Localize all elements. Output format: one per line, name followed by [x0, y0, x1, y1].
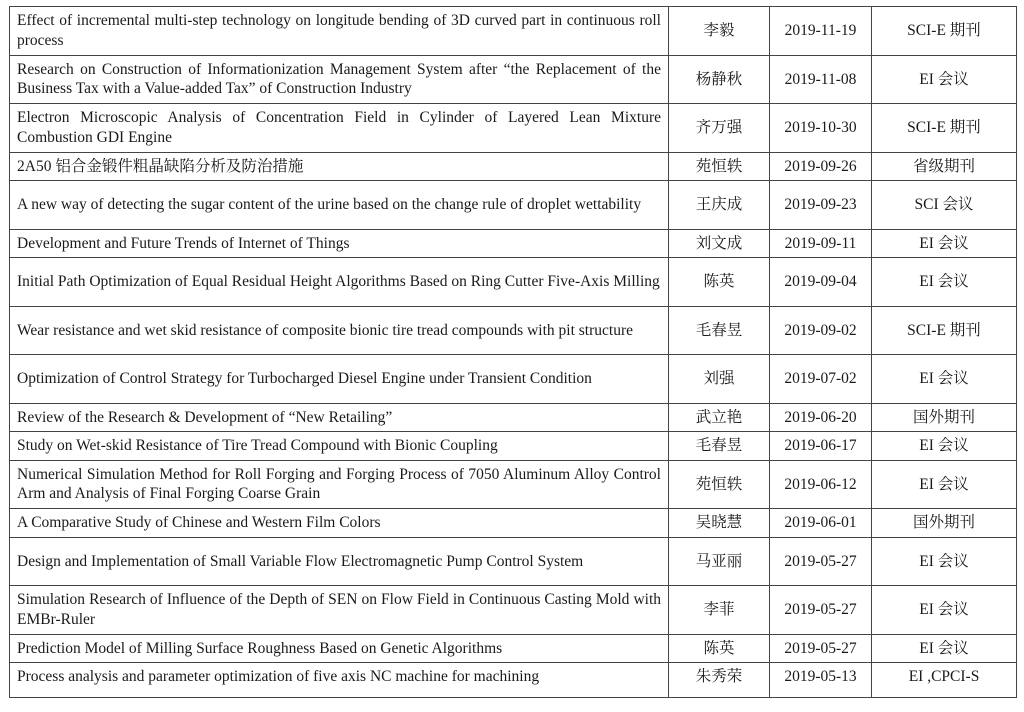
date-cell: 2019-05-13 — [770, 663, 872, 698]
publication-type-cell: EI 会议 — [872, 355, 1017, 404]
date-cell: 2019-10-30 — [770, 104, 872, 153]
paper-title-cell: Effect of incremental multi-step technology on longitude bending of 3D curved part in continuous roll process — [10, 7, 669, 56]
date-cell: 2019-09-26 — [770, 152, 872, 181]
date-cell: 2019-09-23 — [770, 181, 872, 230]
table-row — [10, 432, 1017, 461]
paper-title-cell: Review of the Research & Development of “New Retailing” — [10, 403, 669, 432]
date-cell: 2019-06-17 — [770, 432, 872, 461]
author-cell: 李菲 — [669, 586, 770, 635]
publication-type-cell: SCI-E 期刊 — [872, 306, 1017, 355]
publication-type-cell: EI 会议 — [872, 55, 1017, 104]
date-cell: 2019-07-02 — [770, 355, 872, 404]
table-row — [10, 7, 1017, 56]
author-cell: 朱秀荣 — [669, 663, 770, 698]
publication-type-cell: EI ,CPCI-S — [872, 663, 1017, 698]
paper-title-cell: Development and Future Trends of Internet of Things — [10, 229, 669, 258]
author-cell: 武立艳 — [669, 403, 770, 432]
publication-type-cell: EI 会议 — [872, 258, 1017, 307]
paper-title-cell: Design and Implementation of Small Variable Flow Electromagnetic Pump Control System — [10, 537, 669, 586]
author-cell: 王庆成 — [669, 181, 770, 230]
date-cell: 2019-11-19 — [770, 7, 872, 56]
paper-title-cell: Simulation Research of Influence of the Depth of SEN on Flow Field in Continuous Casting Mold with EMBr-Ruler — [10, 586, 669, 635]
paper-title-cell: A Comparative Study of Chinese and Western Film Colors — [10, 509, 669, 538]
table-row — [10, 258, 1017, 307]
publication-type-cell: EI 会议 — [872, 460, 1017, 509]
author-cell: 马亚丽 — [669, 537, 770, 586]
publication-type-cell: EI 会议 — [872, 586, 1017, 635]
paper-title-cell: 2A50 铝合金锻件粗晶缺陷分析及防治措施 — [10, 152, 669, 181]
table-row — [10, 181, 1017, 230]
table-row — [10, 403, 1017, 432]
publication-type-cell: EI 会议 — [872, 432, 1017, 461]
author-cell: 陈英 — [669, 634, 770, 663]
table-row — [10, 537, 1017, 586]
publication-type-cell: 省级期刊 — [872, 152, 1017, 181]
author-cell: 吴晓慧 — [669, 509, 770, 538]
table-row — [10, 104, 1017, 153]
date-cell: 2019-11-08 — [770, 55, 872, 104]
paper-title-cell: A new way of detecting the sugar content of the urine based on the change rule of droplet wettability — [10, 181, 669, 230]
publication-table — [9, 6, 1017, 698]
publication-table-body — [10, 7, 1017, 698]
author-cell: 杨静秋 — [669, 55, 770, 104]
publication-type-cell: EI 会议 — [872, 634, 1017, 663]
date-cell: 2019-05-27 — [770, 537, 872, 586]
publication-type-cell: SCI 会议 — [872, 181, 1017, 230]
table-row — [10, 634, 1017, 663]
table-row — [10, 306, 1017, 355]
paper-title-cell: Numerical Simulation Method for Roll Forging and Forging Process of 7050 Aluminum Alloy Control Arm and Analysis of Final Forging Coarse Grain — [10, 460, 669, 509]
date-cell: 2019-09-02 — [770, 306, 872, 355]
author-cell: 毛春昱 — [669, 432, 770, 461]
date-cell: 2019-09-04 — [770, 258, 872, 307]
author-cell: 陈英 — [669, 258, 770, 307]
author-cell: 苑恒轶 — [669, 460, 770, 509]
table-row — [10, 509, 1017, 538]
author-cell: 刘文成 — [669, 229, 770, 258]
table-row — [10, 460, 1017, 509]
author-cell: 刘强 — [669, 355, 770, 404]
publication-type-cell: 国外期刊 — [872, 509, 1017, 538]
paper-title-cell: Optimization of Control Strategy for Turbocharged Diesel Engine under Transient Condition — [10, 355, 669, 404]
paper-title-cell: Initial Path Optimization of Equal Residual Height Algorithms Based on Ring Cutter Five-Axis Milling — [10, 258, 669, 307]
publication-type-cell: SCI-E 期刊 — [872, 7, 1017, 56]
paper-title-cell: Electron Microscopic Analysis of Concentration Field in Cylinder of Layered Lean Mixture Combustion GDI Engine — [10, 104, 669, 153]
table-row — [10, 152, 1017, 181]
date-cell: 2019-06-20 — [770, 403, 872, 432]
publication-type-cell: SCI-E 期刊 — [872, 104, 1017, 153]
table-row — [10, 229, 1017, 258]
paper-title-cell: Study on Wet-skid Resistance of Tire Tread Compound with Bionic Coupling — [10, 432, 669, 461]
date-cell: 2019-06-01 — [770, 509, 872, 538]
paper-title-cell: Prediction Model of Milling Surface Roughness Based on Genetic Algorithms — [10, 634, 669, 663]
table-row — [10, 663, 1017, 698]
publication-type-cell: EI 会议 — [872, 229, 1017, 258]
date-cell: 2019-05-27 — [770, 634, 872, 663]
date-cell: 2019-09-11 — [770, 229, 872, 258]
paper-title-cell: Wear resistance and wet skid resistance of composite bionic tire tread compounds with pit structure — [10, 306, 669, 355]
date-cell: 2019-05-27 — [770, 586, 872, 635]
author-cell: 毛春昱 — [669, 306, 770, 355]
author-cell: 苑恒轶 — [669, 152, 770, 181]
table-row — [10, 55, 1017, 104]
paper-title-cell: Process analysis and parameter optimization of five axis NC machine for machining — [10, 663, 669, 698]
publication-type-cell: 国外期刊 — [872, 403, 1017, 432]
date-cell: 2019-06-12 — [770, 460, 872, 509]
paper-title-cell: Research on Construction of Informationization Management System after “the Replacement of the Business Tax with a Value-added Tax” of Construction Industry — [10, 55, 669, 104]
author-cell: 齐万强 — [669, 104, 770, 153]
table-row — [10, 586, 1017, 635]
table-row — [10, 355, 1017, 404]
publication-type-cell: EI 会议 — [872, 537, 1017, 586]
author-cell: 李毅 — [669, 7, 770, 56]
